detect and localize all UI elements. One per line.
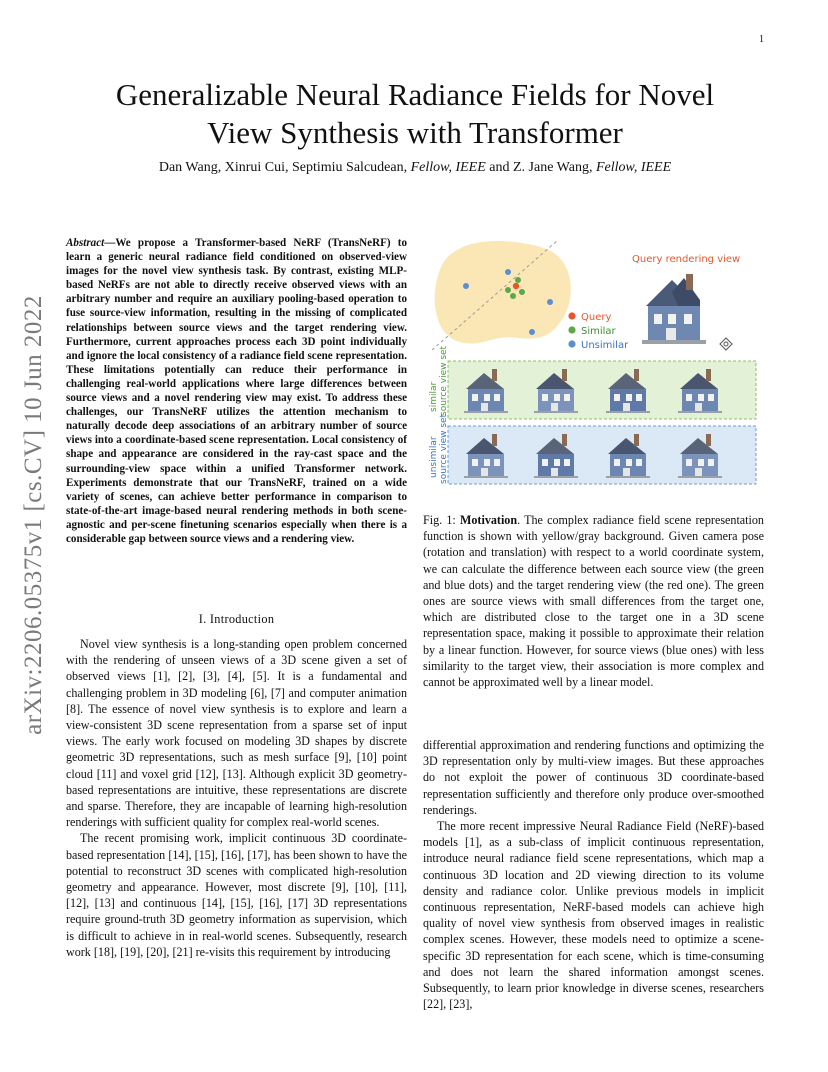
title-line-1: Generalizable Neural Radiance Fields for Novel	[115, 77, 715, 112]
right-column-text	[423, 737, 764, 1012]
legend-similar-marker	[568, 326, 575, 333]
query-house-image	[642, 274, 706, 344]
arxiv-stamp	[14, 275, 54, 755]
similar-dot	[505, 287, 511, 293]
paper-title	[70, 76, 760, 152]
legend-unsimilar-label: Unsimilar	[581, 340, 629, 351]
legend-similar-label: Similar	[581, 326, 616, 337]
query-dot	[513, 283, 519, 289]
similar-row-label-2: source view set	[439, 345, 449, 416]
arxiv-stamp-text: arXiv:2206.05375v1 [cs.CV] 10 Jun 2022	[20, 295, 47, 735]
figure-caption	[423, 512, 764, 690]
section-heading: I. Introduction	[198, 612, 275, 626]
figure-motivation	[426, 234, 766, 490]
intro-text	[66, 636, 407, 960]
scene-representation-blob	[435, 241, 571, 344]
authors-prefix: Dan Wang, Xinrui Cui, Septimiu Salcudean,	[158, 160, 411, 175]
unsimilar-dot	[547, 299, 553, 305]
abstract	[66, 236, 407, 546]
unsimilar-dot	[505, 269, 511, 275]
intro-paragraph-1: Novel view synthesis is a long-standing open problem concerned with the rendering of unseen views of a 3D scene given a set of observed views [1], [2], [3], [4], [5]. It is a fundamental and challenging problem in 3D modeling [6], [7] and computer animation [8]. The essence of novel view synthesis is to explore and learn a view-consistent 3D scene representation from a sparse set of input views. The early work focused on modeling 3D shapes by discrete geometric 3D representations, such as mesh surface [9], [10] point cloud [11] and voxel grid [12], [13]. Although explicit 3D geometry-based representations are intuitive, these representations are discrete and sparse. Therefore, they are incapable of learning high-resolution renderings with sufficient quality for complex real-world scenes.	[66, 637, 407, 830]
caption-text: . The complex radiance field scene representation function is shown with yellow/gray background. Given camera pose (rotation and translation) with respect to a world coordinate system, we can calculate the difference between each source view (the green and blue dots) and the target rendering view (the red one). The green ones are source views with small differences from the target one, which are distributed close to the target one in a 3D scene representation space, making it possible to approximate their relation by a linear function. However, for source views (blue ones) with less similarity to the target view, their association is more complex and cannot be approximated well by a linear model.	[423, 513, 764, 690]
title-line-2: View Synthesis with Transformer	[207, 115, 623, 150]
unsimilar-row-label-1: unsimilar	[429, 436, 439, 478]
query-view-label: Query rendering view	[632, 254, 741, 265]
legend-unsimilar-marker	[568, 340, 575, 347]
caption-label: Fig. 1:	[423, 513, 460, 527]
camera-icon	[720, 338, 732, 350]
figure-svg	[426, 234, 766, 490]
unsimilar-dot	[529, 329, 535, 335]
similar-dot	[519, 289, 525, 295]
similar-dot	[515, 277, 521, 283]
right-paragraph-1: differential approximation and rendering functions and optimizing the 3D representation only by multi-view images. But these approaches do not exploit the power of continuous 3D coordinate-based representation sufficiently and therefore only produce over-smoothed renderings.	[423, 738, 764, 817]
authors-mid: and Z. Jane Wang,	[485, 160, 596, 175]
legend-query-marker	[568, 312, 575, 319]
authors	[70, 160, 760, 176]
abstract-label: Abstract	[66, 237, 105, 249]
legend-query-label: Query	[581, 312, 612, 323]
caption-bold: Motivation	[459, 513, 518, 527]
similar-row-label-1: similar	[429, 381, 439, 412]
intro-paragraph-2: The recent promising work, implicit continuous 3D coordinate-based representation [14], [15], [16], [17], has been shown to have the potential to reconstruct 3D scenes with complicated high-resolution geometry and appearance. However, most discrete [9], [10], [11], [12], [13] and continuous [14], [15], [16], [17] 3D representations require ground-truth 3D geometry information as supervision, which is difficult to achieve in in real-world scenes. Subsequently, research work [18], [19], [20], [21] re-visits this requirement by introducing	[66, 831, 407, 959]
page-number: 1	[759, 34, 764, 45]
similar-dot	[510, 293, 516, 299]
right-paragraph-2: The more recent impressive Neural Radiance Field (NeRF)-based models [1], as a sub-class of implicit continuous representation, introduce neural radiance field scene representations, which map a continuous 3D location and 2D viewing direction to its volume density and radiance color. Unlike previous models in implicit continuous representation, NeRF-based models can achieve high quality of novel view synthesis from observed images in realistic complex scenes. However, these models need to optimize a scene-specific 3D representation for each scene, which is time-consuming and does not learn the shared information amongst scenes. Subsequently, to learn prior knowledge in diverse scenes, researchers [22], [23],	[423, 819, 764, 1012]
authors-fellow-1: Fellow, IEEE	[410, 160, 486, 175]
authors-fellow-2: Fellow, IEEE	[595, 160, 672, 175]
unsimilar-row-label-2: source view set	[439, 413, 449, 484]
abstract-text: —We propose a Transformer-based NeRF (TransNeRF) to learn a generic neural radiance field conditioned on observed-view images for the novel view synthesis task. By contrast, existing MLP-based NeRFs are not able to directly receive observed views with an arbitrary number and require an auxiliary pooling-based operation to fuse source-view information, resulting in the missing of complicated relationships between source views and the target rendering view. Furthermore, current approaches process each 3D point individually and ignore the local consistency of a radiance field scene representation. These limitations potentially can reduce their performance in challenging real-world applications where large differences between source views and a novel rendering view may exist. To address these challenges, our TransNeRF utilizes the attention mechanism to naturally decode deep associations of an arbitrary number of source views into a coordinate-based scene representation. Local consistency of shape and appearance are considered in the ray-cast space and the surrounding-view space within a unified Transformer network. Experiments demonstrate that our TransNeRF, trained on a wide variety of scenes, can achieve better performance in comparison to state-of-the-art image-based neural rendering methods in both scene-agnostic and per-scene finetuning scenarios especially when there is a considerable gap between source views and a rendering view.	[66, 237, 407, 545]
unsimilar-dot	[463, 283, 469, 289]
